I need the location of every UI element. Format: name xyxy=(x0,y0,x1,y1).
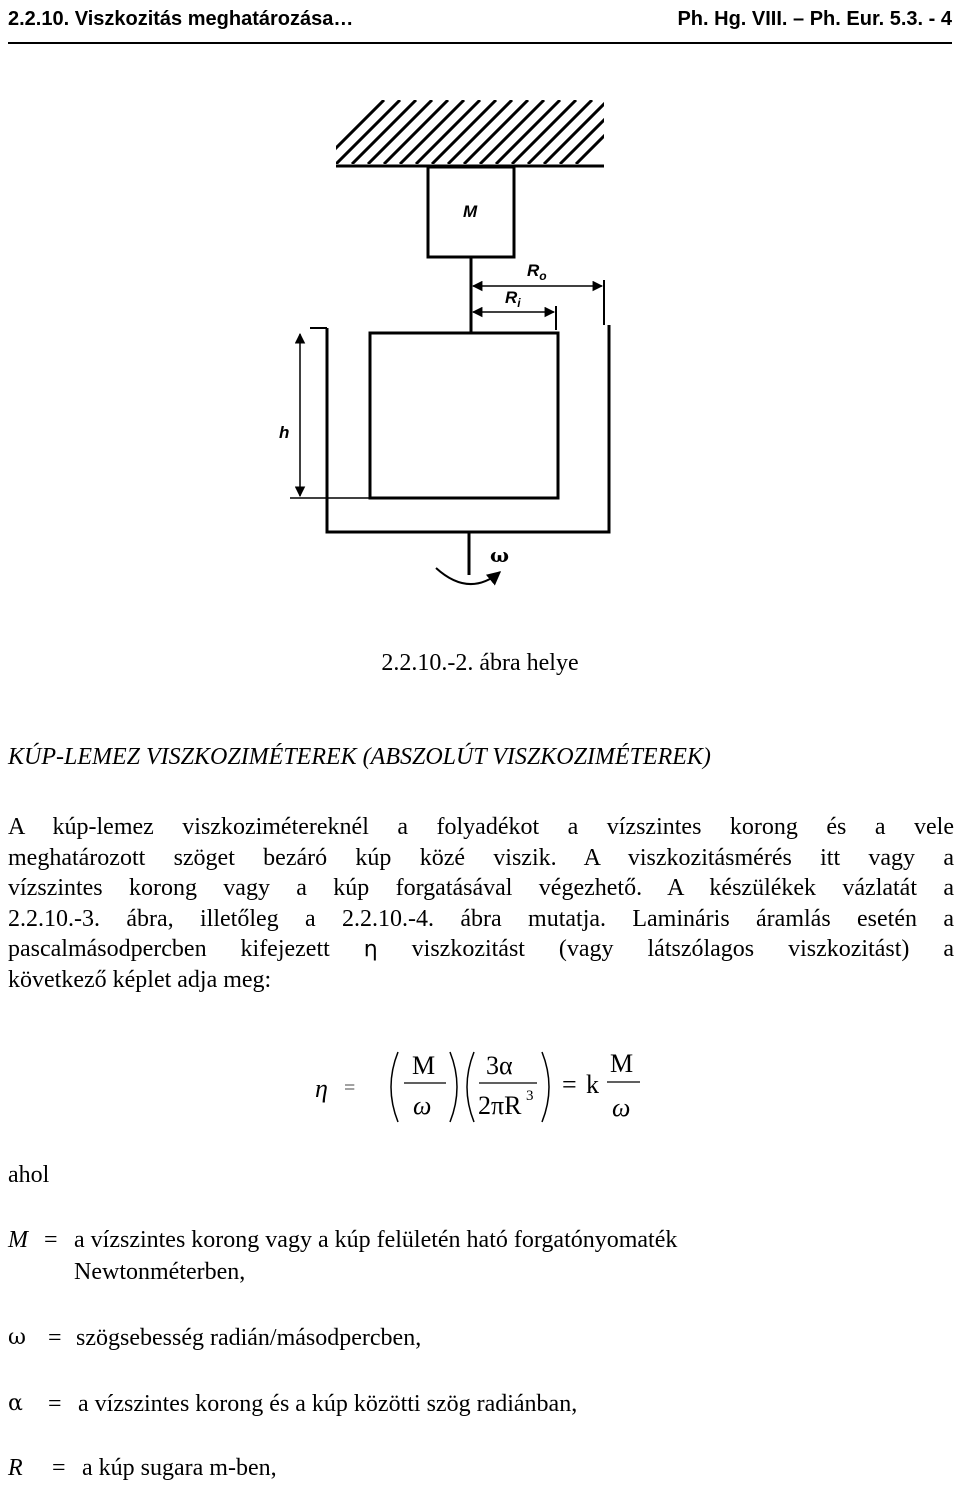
definition-text-continued: Newtonméterben, xyxy=(74,1259,246,1285)
definition-symbol: ω xyxy=(8,1325,26,1350)
formula-den-omega2: ω xyxy=(612,1093,631,1122)
formula-den-2piR: 2πR xyxy=(478,1091,522,1120)
paragraph-line xyxy=(8,934,954,965)
formula-k: k xyxy=(586,1070,599,1099)
definition-M xyxy=(8,1227,948,1289)
definition-text: a kúp sugara m-ben, xyxy=(82,1455,277,1481)
definition-symbol: α xyxy=(8,1391,23,1416)
definition-equals: = xyxy=(52,1455,66,1481)
paren-right-1 xyxy=(450,1052,457,1122)
definition-equals: = xyxy=(48,1325,62,1351)
eta-symbol: η xyxy=(363,937,378,962)
h-label: h xyxy=(279,423,290,442)
paragraph-fragment: pascalmásodpercben kifejezett xyxy=(8,936,330,962)
formula-num-3alpha: 3α xyxy=(486,1051,513,1080)
definition-alpha xyxy=(8,1391,948,1421)
viscosity-formula xyxy=(0,1030,960,1150)
formula-eta: η xyxy=(315,1074,328,1103)
omega-label: ω xyxy=(490,543,510,567)
formula-equals: = xyxy=(344,1077,356,1099)
formula-exponent: 3 xyxy=(526,1088,534,1104)
ro-label: $R_o$ xyxy=(527,261,547,283)
ri-label: $R_i$ xyxy=(505,288,521,310)
formula-num-M2: M xyxy=(610,1049,634,1078)
viscometer-diagram xyxy=(0,0,960,620)
paragraph-fragment: viszkozitást (vagy látszólagos viszkozitást) a xyxy=(411,936,954,962)
paragraph-line: 2.2.10.-3. ábra, illetőleg a 2.2.10.-4. ábra mutatja. Lamináris áramlás esetén a xyxy=(8,905,954,932)
formula-num-M: M xyxy=(412,1051,436,1080)
section-title: KÚP-LEMEZ VISZKOZIMÉTEREK (ABSZOLÚT VISZKOZIMÉTEREK) xyxy=(8,744,711,770)
paren-right-2 xyxy=(542,1052,549,1122)
header-reference: Ph. Hg. VIII. – Ph. Eur. 5.3. - 4 xyxy=(677,8,952,30)
paren-left-1 xyxy=(391,1052,398,1122)
definition-symbol: R xyxy=(8,1455,23,1481)
body-paragraph xyxy=(8,812,954,995)
formula-equals-2: = xyxy=(562,1070,577,1099)
definition-symbol: M xyxy=(8,1227,28,1253)
inner-cylinder xyxy=(370,333,558,498)
header-title: 2.2.10. Viszkozitás meghatározása… xyxy=(8,8,354,30)
definition-equals: = xyxy=(48,1391,62,1417)
formula-den-omega: ω xyxy=(413,1091,432,1120)
paragraph-line: következő képlet adja meg: xyxy=(8,966,272,993)
where-label: ahol xyxy=(8,1162,50,1188)
definition-text: a vízszintes korong vagy a kúp felületén ható forgatónyomaték xyxy=(74,1227,678,1253)
paren-left-2 xyxy=(467,1052,474,1122)
torque-label: M xyxy=(463,202,478,221)
definition-text: a vízszintes korong és a kúp közötti szög radiánban, xyxy=(78,1391,578,1417)
ceiling-hatch xyxy=(320,100,640,164)
paragraph-line: A kúp-lemez viszkozimétereknél a folyadékot a vízszintes korong és a vele xyxy=(8,814,954,840)
paragraph-line: vízszintes korong vagy a kúp forgatásával végezhető. A készülékek vázlatát a xyxy=(8,875,954,901)
definition-R xyxy=(8,1455,948,1485)
definition-omega xyxy=(8,1325,948,1355)
definition-text: szögsebesség radián/másodpercben, xyxy=(76,1325,422,1351)
figure-caption: 2.2.10.-2. ábra helye xyxy=(381,650,579,676)
paragraph-line: meghatározott szöget bezáró kúp közé viszik. A viszkozitásmérés itt vagy a xyxy=(8,844,954,871)
definition-equals: = xyxy=(44,1227,58,1253)
